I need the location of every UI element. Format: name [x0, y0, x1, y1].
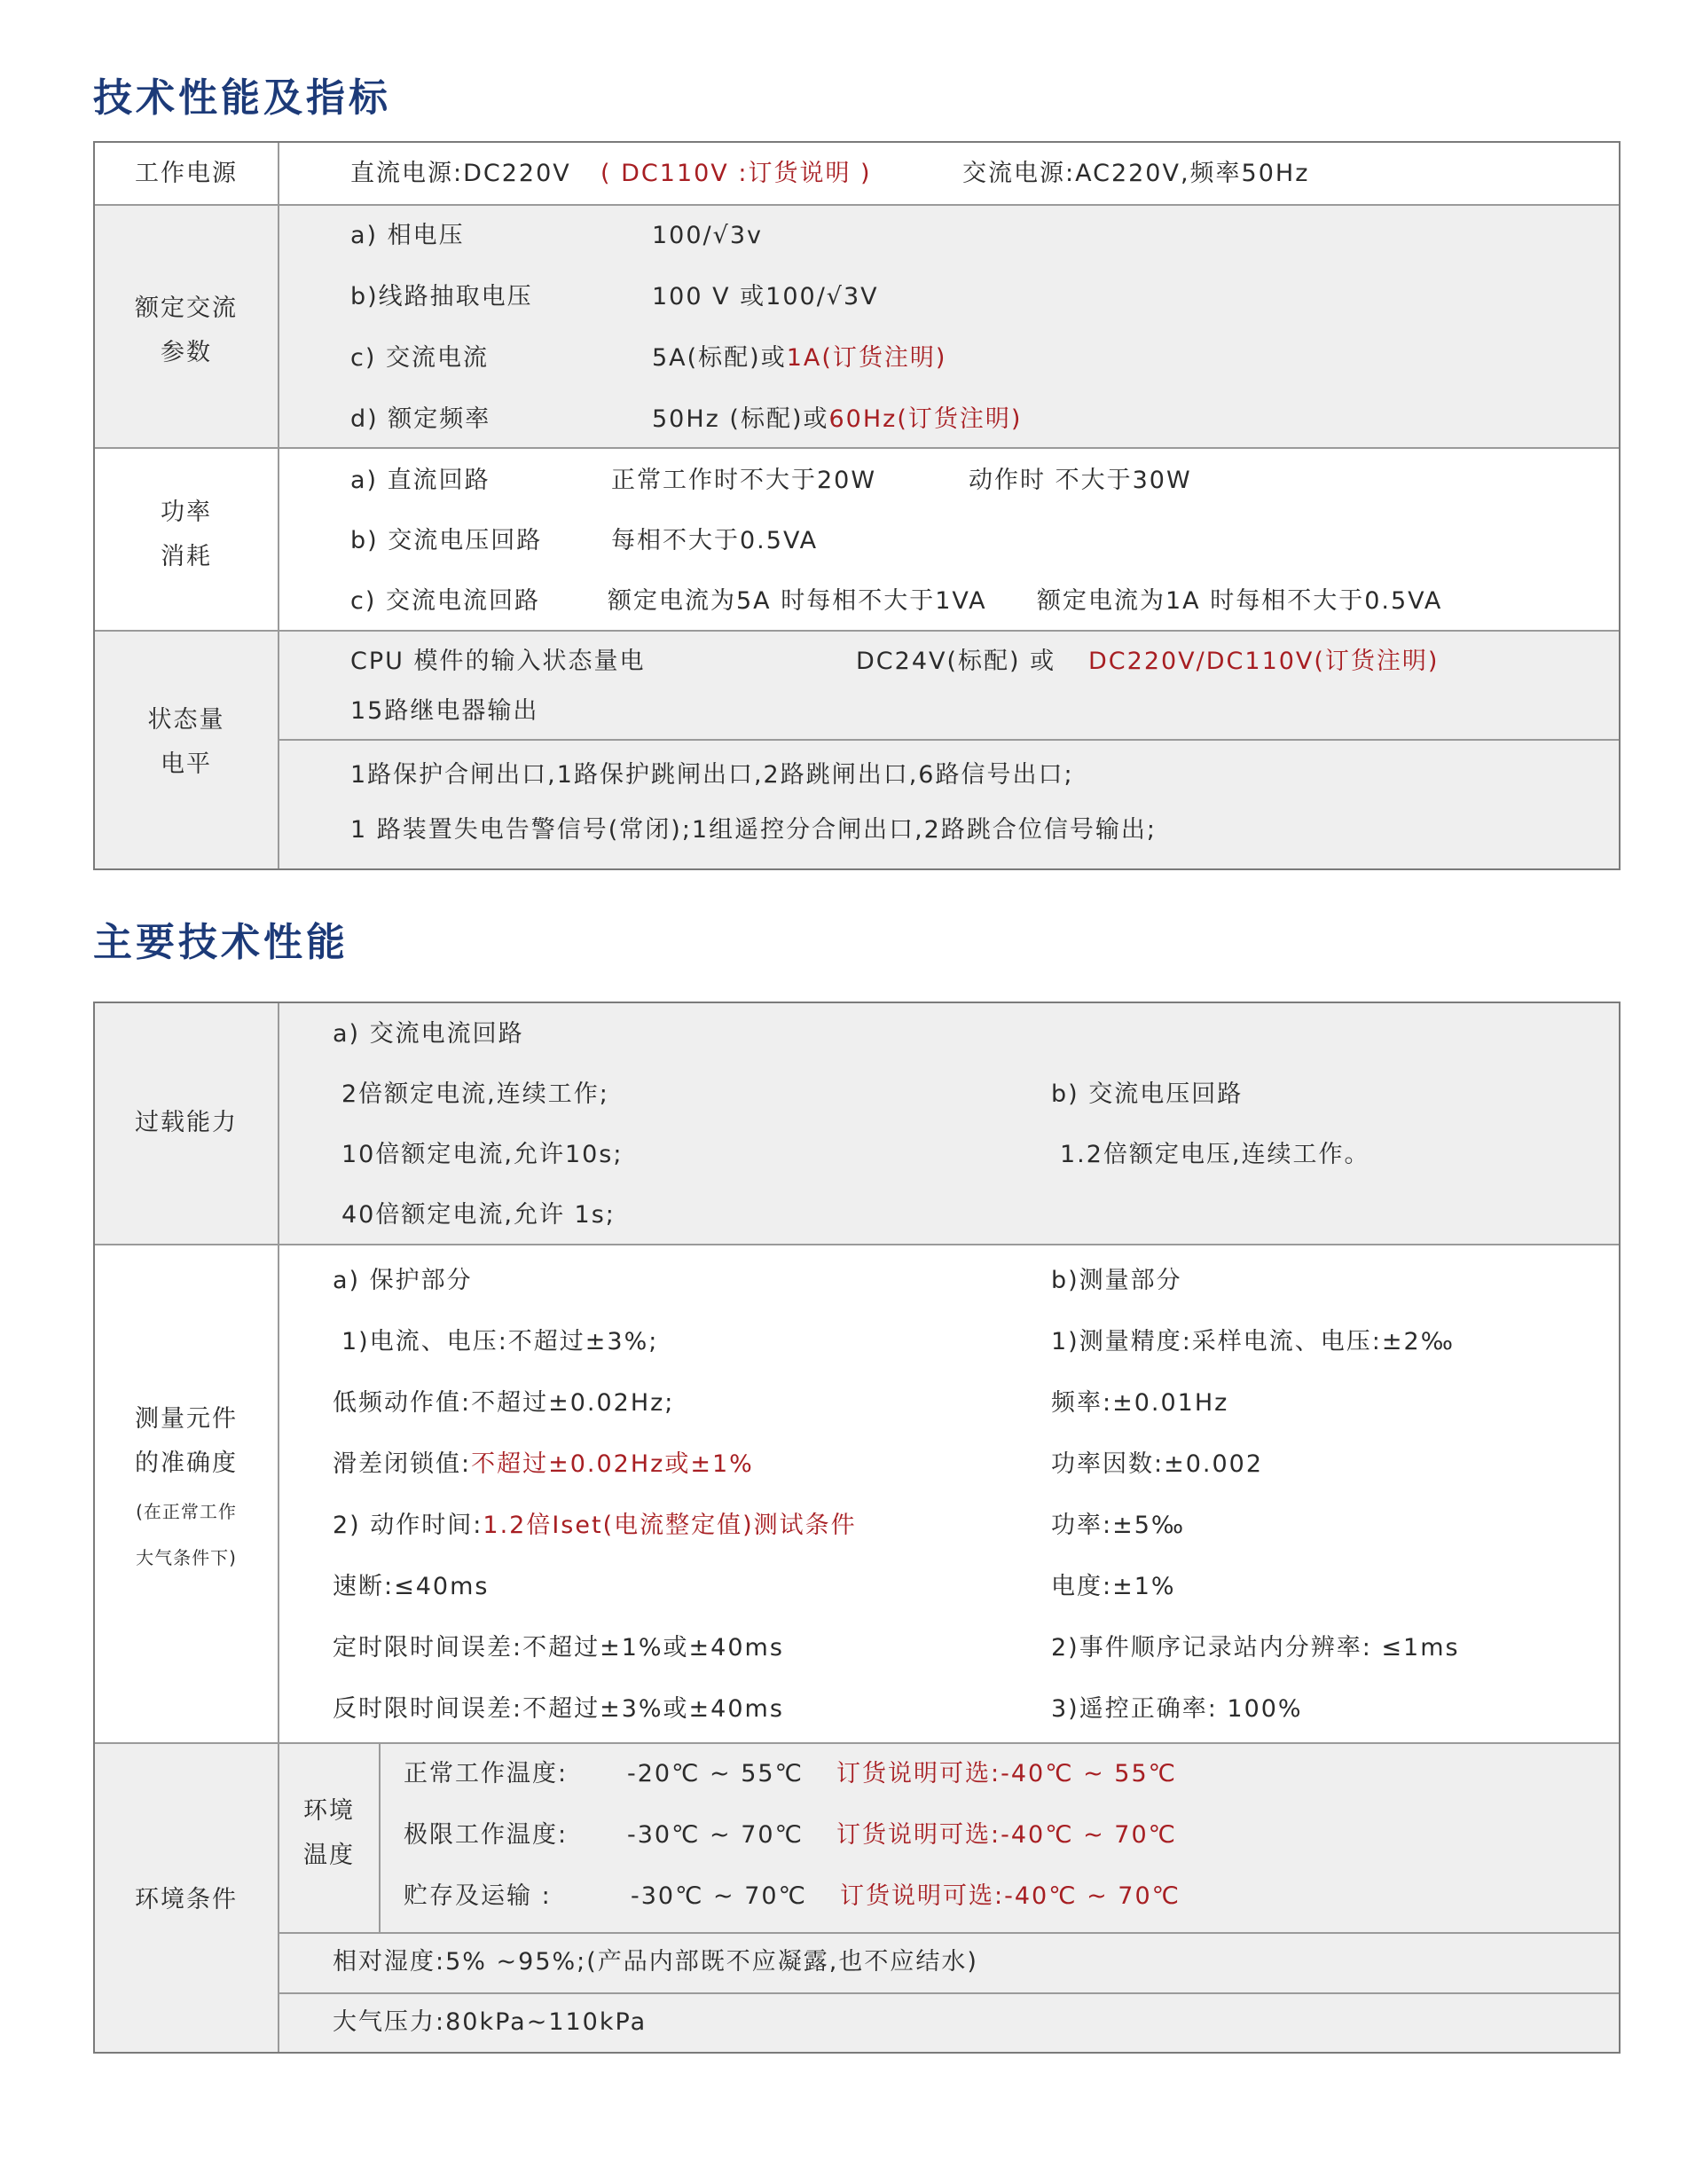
rated-current-value: 5A(标配)或1A(订货注明)	[652, 344, 947, 372]
rated-frequency-option: 60Hz(订货注明)	[828, 405, 1023, 433]
consumption-dc-action: 动作时 不大于30W	[969, 467, 1192, 494]
env-storage-temp-label: 贮存及运输 :	[404, 1882, 552, 1910]
rated-frequency-value: 50Hz (标配)或60Hz(订货注明)	[652, 405, 1023, 433]
env-limit-temp-label: 极限工作温度:	[404, 1821, 569, 1849]
rated-current-option: 1A(订货注明)	[786, 344, 947, 372]
accuracy-current-voltage: 1)电流、电压:不超过±3%;	[341, 1328, 659, 1355]
env-temp-label-2: 温度	[303, 1842, 355, 1869]
status-outputs-1: 1路保护合闸出口,1路保护跳闸出口,2路跳闸出口,6路信号出口;	[350, 761, 1074, 789]
rated-phase-voltage-label: a) 相电压	[350, 222, 465, 249]
status-relay: 15路继电器输出	[350, 697, 539, 725]
rated-phase-voltage-value: 100/√3v	[652, 222, 763, 249]
row-label-status-1: 状态量	[147, 706, 225, 734]
row-label-accuracy-4: 大气条件下)	[136, 1547, 237, 1568]
row-label-overload: 过载能力	[135, 1109, 238, 1136]
power-dc-note: ( DC110V :订货说明 )	[600, 160, 872, 187]
consumption-voltage-label: b) 交流电压回路	[350, 527, 543, 554]
overload-current-title: a) 交流电流回路	[333, 1020, 524, 1048]
row-label-accuracy-1: 测量元件	[135, 1405, 238, 1433]
accuracy-power: 功率:±5‰	[1051, 1512, 1186, 1539]
env-normal-temp-value: -20℃ ~ 55℃	[627, 1760, 804, 1787]
consumption-current-5a: 额定电流为5A 时每相不大于1VA	[608, 587, 987, 615]
env-pressure: 大气压力:80kPa~110kPa	[333, 2008, 647, 2036]
accuracy-definite-time: 定时限时间误差:不超过±1%或±40ms	[333, 1634, 784, 1662]
overload-current-2x: 2倍额定电流,连续工作;	[341, 1080, 609, 1108]
accuracy-action-time: 2) 动作时间:1.2倍Iset(电流整定值)测试条件	[333, 1512, 857, 1539]
consumption-current-label: c) 交流电流回路	[350, 587, 540, 615]
row-label-power-supply: 工作电源	[135, 160, 238, 187]
spec-table-1	[93, 141, 1621, 870]
overload-voltage-1.2x: 1.2倍额定电压,连续工作。	[1060, 1141, 1370, 1168]
accuracy-action-time-condition: 1.2倍Iset(电流整定值)测试条件	[483, 1512, 857, 1539]
status-input-label: CPU 模件的输入状态量电	[350, 648, 646, 675]
rated-line-voltage-label: b)线路抽取电压	[350, 283, 533, 310]
rated-current-label: c) 交流电流	[350, 344, 489, 372]
consumption-dc-normal: 正常工作时不大于20W	[611, 467, 877, 494]
section-title-main-performance: 主要技术性能	[93, 920, 349, 965]
accuracy-measure-precision: 1)测量精度:采样电流、电压:±2‰	[1051, 1328, 1455, 1355]
accuracy-energy: 电度:±1%	[1051, 1573, 1176, 1600]
env-humidity: 相对湿度:5% ~95%;(产品内部既不应凝露,也不应结水)	[333, 1948, 978, 1976]
consumption-dc-label: a) 直流回路	[350, 467, 490, 494]
env-storage-temp-value: -30℃ ~ 70℃	[631, 1882, 807, 1910]
rated-frequency-label: d) 额定频率	[350, 405, 491, 433]
power-ac: 交流电源:AC220V,频率50Hz	[962, 160, 1310, 187]
section-title-performance: 技术性能及指标	[93, 75, 391, 121]
row-label-consumption-1: 功率	[161, 499, 212, 526]
accuracy-slip-lock-value: 不超过±0.02Hz或±1%	[471, 1450, 754, 1478]
status-input-value: DC24V(标配) 或	[856, 648, 1056, 675]
spec-table-2	[93, 1002, 1621, 2054]
row-label-status-2: 电平	[161, 750, 212, 778]
row-label-accuracy-3: (在正常工作	[136, 1501, 237, 1522]
accuracy-inverse-time: 反时限时间误差:不超过±3%或±40ms	[333, 1695, 784, 1723]
consumption-voltage-value: 每相不大于0.5VA	[611, 527, 819, 554]
row-label-environment: 环境条件	[135, 1886, 238, 1913]
status-outputs-2: 1 路装置失电告警信号(常闭);1组遥控分合闸出口,2路跳合位信号输出;	[350, 816, 1157, 844]
accuracy-protection-title: a) 保护部分	[333, 1267, 473, 1294]
status-input-option: DC220V/DC110V(订货注明)	[1088, 648, 1440, 675]
accuracy-measurement-title: b)测量部分	[1051, 1267, 1182, 1294]
row-label-accuracy-2: 的准确度	[135, 1449, 238, 1477]
consumption-current-1a: 额定电流为1A 时每相不大于0.5VA	[1037, 587, 1443, 615]
accuracy-remote-control: 3)遥控正确率: 100%	[1051, 1695, 1303, 1723]
env-storage-temp-option: 订货说明可选:-40℃ ~ 70℃	[840, 1882, 1181, 1910]
overload-current-40x: 40倍额定电流,允许 1s;	[341, 1201, 616, 1229]
overload-voltage-title: b) 交流电压回路	[1051, 1080, 1244, 1108]
accuracy-frequency: 频率:±0.01Hz	[1051, 1389, 1229, 1417]
env-limit-temp-option: 订货说明可选:-40℃ ~ 70℃	[836, 1821, 1177, 1849]
overload-current-10x: 10倍额定电流,允许10s;	[341, 1141, 624, 1168]
env-limit-temp-value: -30℃ ~ 70℃	[627, 1821, 804, 1849]
row-label-rated-1: 额定交流	[135, 295, 238, 322]
row-label-rated-2: 参数	[161, 339, 212, 366]
row-label-consumption-2: 消耗	[161, 543, 212, 570]
accuracy-power-factor: 功率因数:±0.002	[1051, 1450, 1264, 1478]
accuracy-slip-lock: 滑差闭锁值:不超过±0.02Hz或±1%	[333, 1450, 754, 1478]
env-normal-temp-label: 正常工作温度:	[404, 1760, 569, 1787]
accuracy-instantaneous: 速断:≤40ms	[333, 1573, 490, 1600]
env-temp-label-1: 环境	[303, 1797, 355, 1825]
power-dc: 直流电源:DC220V	[350, 160, 571, 187]
env-normal-temp-option: 订货说明可选:-40℃ ~ 55℃	[836, 1760, 1177, 1787]
rated-line-voltage-value: 100 V 或100/√3V	[652, 283, 879, 310]
accuracy-low-freq: 低频动作值:不超过±0.02Hz;	[333, 1389, 675, 1417]
accuracy-soe-resolution: 2)事件顺序记录站内分辨率: ≤1ms	[1051, 1634, 1460, 1662]
